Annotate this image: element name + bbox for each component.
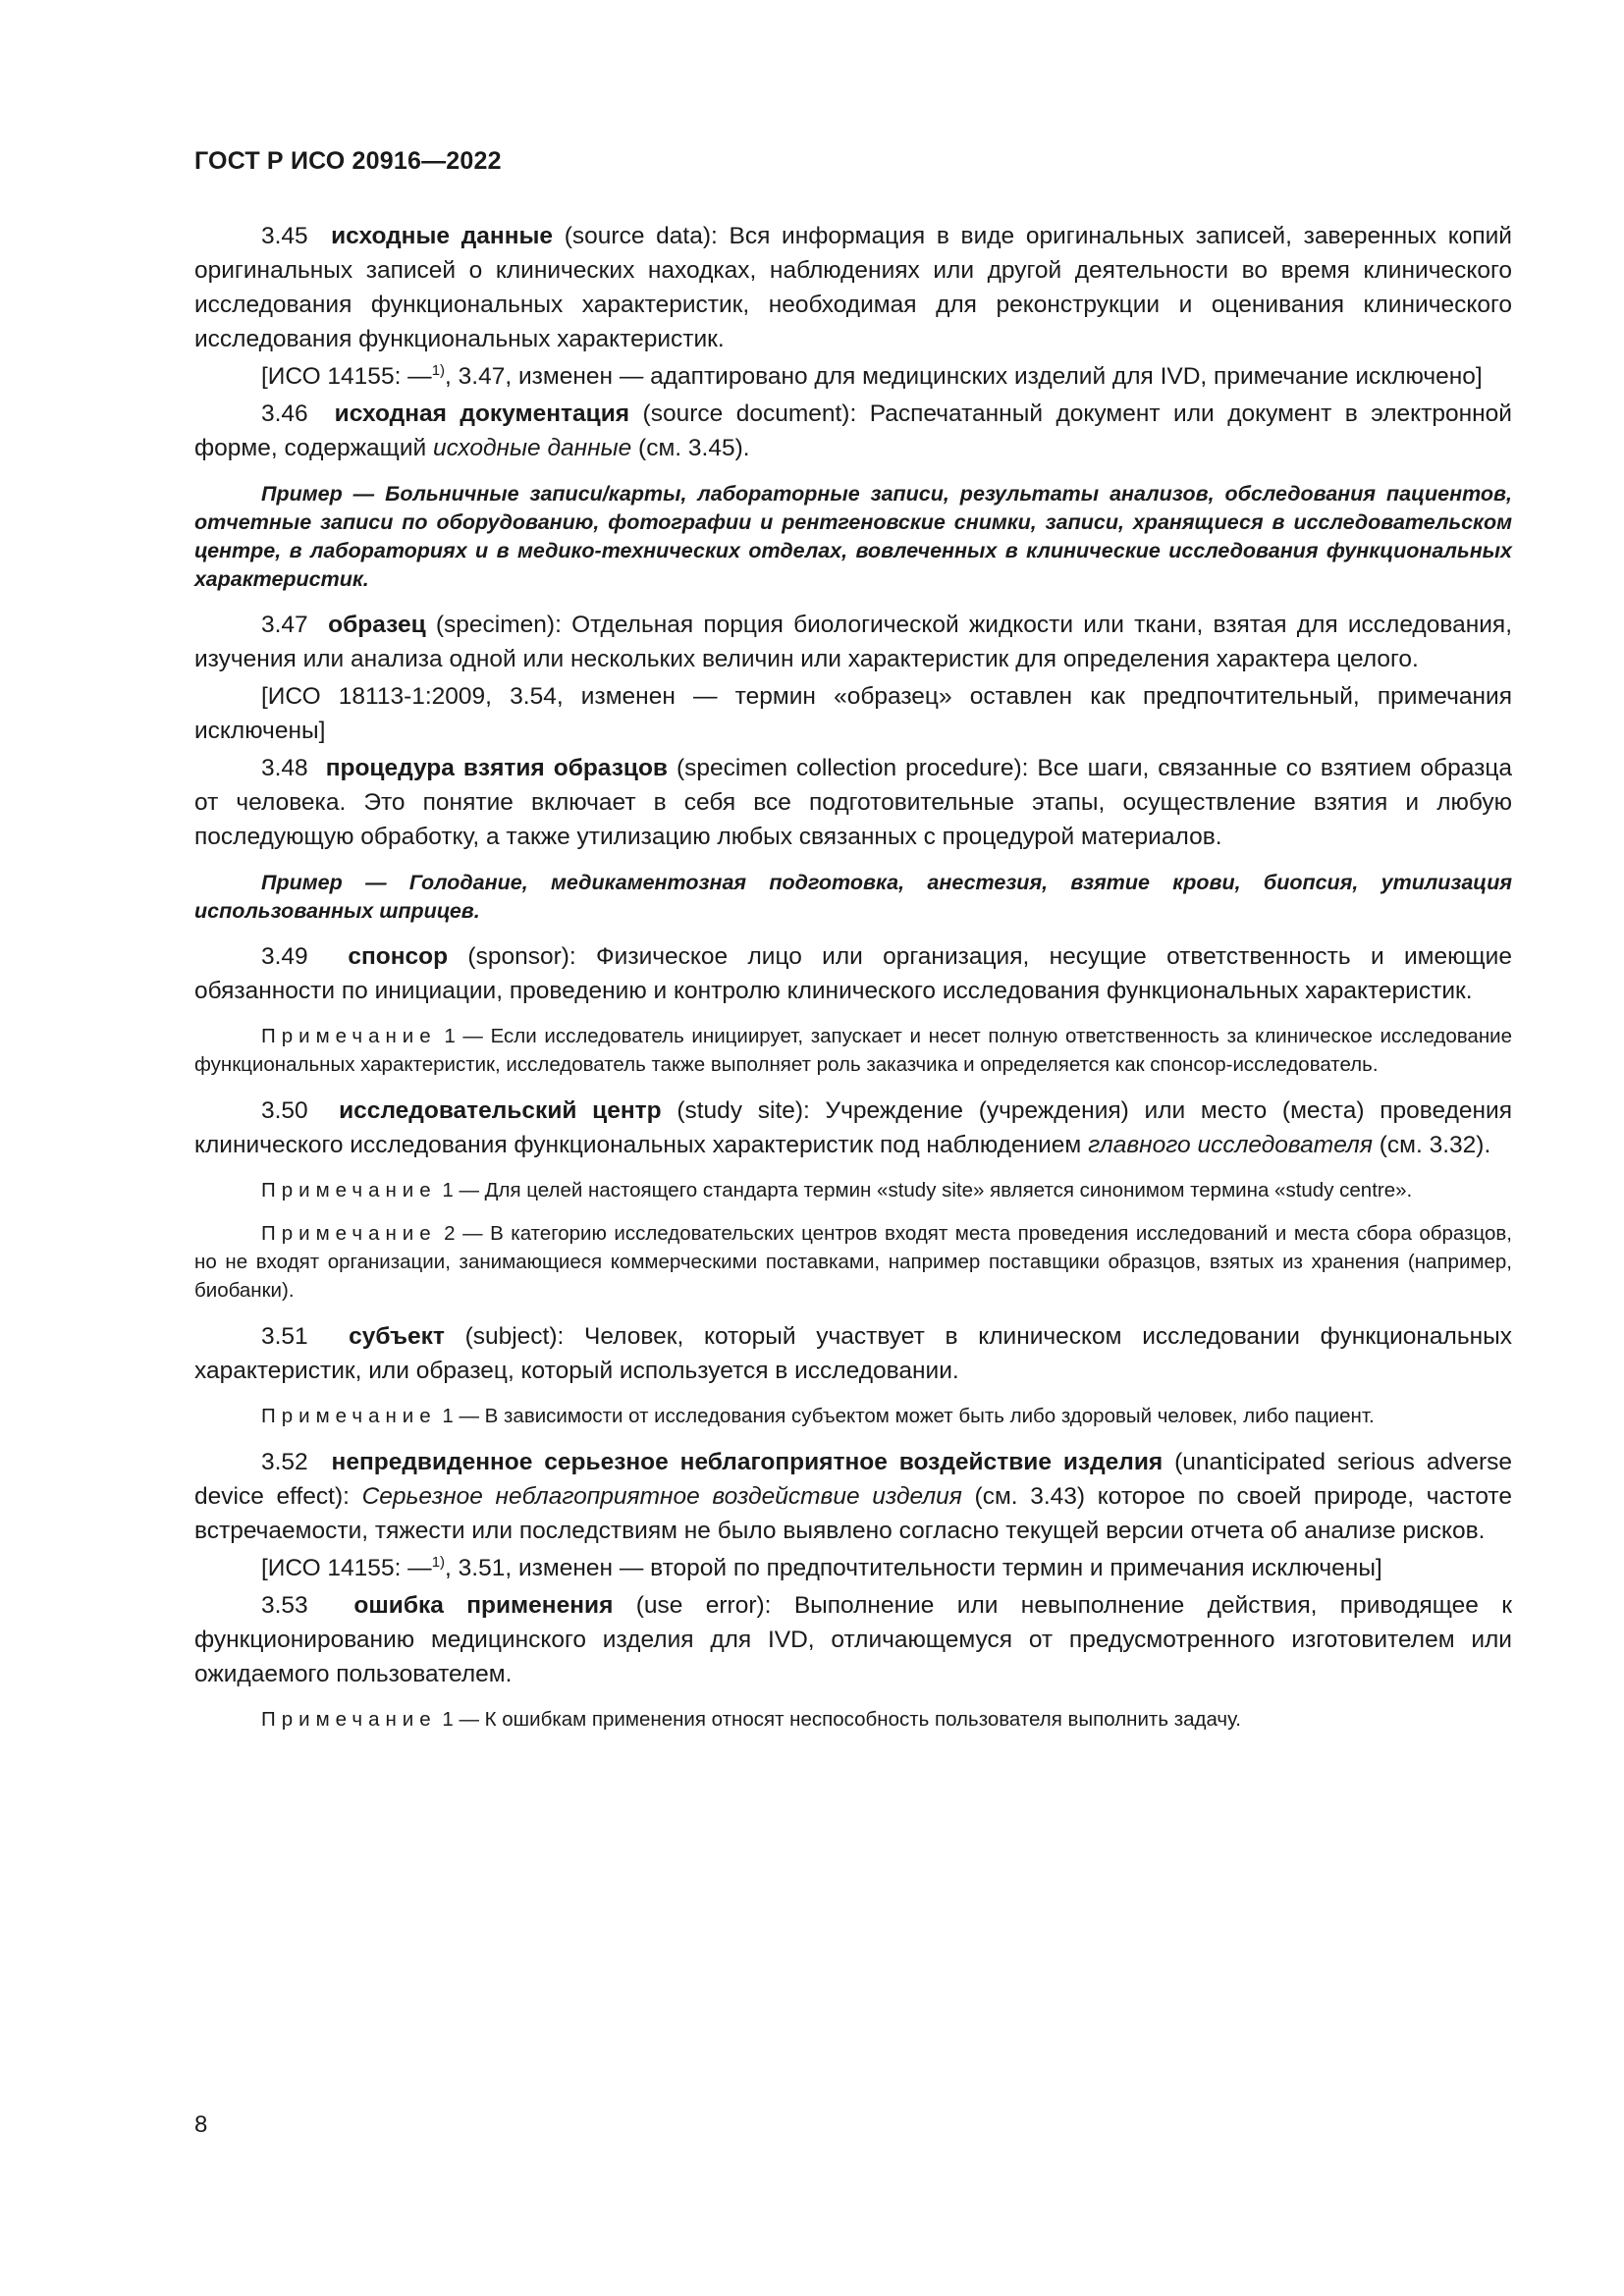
term-label: образец — [328, 612, 426, 638]
definition-text: (source data): Вся информация в виде оригинальных записей, заверенных копий оригинальных записей о клинических находках, наблюдениях или другой деятельности во время клинического исследования функциональных характеристик, необходимая для реконструкции и оценивания клинического исследования функциональных характеристик. — [194, 223, 1512, 352]
term-label: спонсор — [348, 943, 449, 970]
note-block: Примечание 1 — Если исследователь инициирует, запускает и несет полную ответственность за клиническое исследование функциональных характеристик, исследователь также выполняет роль заказчика и определяется как спонсор-исследователь. — [194, 1025, 1512, 1076]
term-label: процедура взятия образцов — [325, 755, 668, 781]
footnote-mark: 1) — [431, 361, 446, 379]
note-label: Примечание — [261, 1708, 437, 1731]
term-label: субъект — [349, 1323, 445, 1350]
term-label: исходная документация — [334, 400, 630, 427]
definition-3-53: 3.53 ошибка применения (use error): Выполнение или невыполнение действия, приводящее к функционированию медицинского изделия для IVD, отличающемуся от предусмотренного изготовителем или ожидаемого пользователем. — [194, 1592, 1512, 1687]
document-header: ГОСТ Р ИСО 20916—2022 — [194, 147, 502, 175]
clause-number: 3.49 — [261, 943, 308, 970]
note-block: Примечание 2 — В категорию исследовательских центров входят места проведения исследований и места сбора образцов, но не входят организации, занимающиеся коммерческими поставками, например поставщики образцов, взятых из хранения (например, биобанки). — [194, 1222, 1512, 1302]
cross-reference-term: Серьезное неблагоприятное воздействие изделия — [361, 1483, 962, 1510]
definition-3-50: 3.50 исследовательский центр (study site): Учреждение (учреждения) или место (места) проведения клинического исследования функциональных характеристик под наблюдением главного исследователя (см. 3.32). — [194, 1097, 1512, 1158]
clause-number: 3.47 — [261, 612, 308, 638]
clause-number: 3.53 — [261, 1592, 308, 1619]
note-block: Примечание 1 — Для целей настоящего стандарта термин «study site» является синонимом термина «study centre». — [261, 1179, 1413, 1201]
source-reference: [ИСО 18113-1:2009, 3.54, изменен — термин «образец» оставлен как предпочтительный, примечания исключены] — [194, 683, 1512, 744]
definition-3-51: 3.51 субъект (subject): Человек, который участвует в клиническом исследовании функциональных характеристик, или образец, который используется в исследовании. — [194, 1323, 1512, 1384]
clause-number: 3.50 — [261, 1097, 308, 1124]
clause-number: 3.45 — [261, 223, 308, 249]
example-block: Пример — Больничные записи/карты, лабораторные записи, результаты анализов, обследования пациентов, отчетные записи по оборудованию, фотографии и рентгеновские снимки, записи, хранящиеся в исследовательском центре, в лабораториях и в медико-технических отделах, вовлеченных в клинические исследования функциональных характеристик. — [194, 482, 1512, 591]
note-block: Примечание 1 — К ошибкам применения относят неспособность пользователя выполнить задачу. — [261, 1708, 1241, 1731]
document-body — [194, 219, 1512, 1748]
definition-3-47: 3.47 образец (specimen): Отдельная порция биологической жидкости или ткани, взятая для исследования, изучения или анализа одной или нескольких величин или характеристик для определения характера целого. — [194, 612, 1512, 672]
definition-3-49: 3.49 спонсор (sponsor): Физическое лицо или организация, несущие ответственность и имеющие обязанности по инициации, проведению и контролю клинического исследования функциональных характеристик. — [194, 943, 1512, 1004]
source-reference: [ИСО 14155: —$^{1)}$, 3.47, изменен — адаптировано для медицинских изделий для IVD, примечание исключено] — [261, 361, 1483, 390]
definition-3-45 — [194, 219, 1512, 356]
clause-number: 3.46 — [261, 400, 308, 427]
cross-reference-term: главного исследователя — [1088, 1132, 1373, 1158]
clause-number: 3.51 — [261, 1323, 308, 1350]
footnote-mark: 1) — [431, 1553, 446, 1571]
source-reference: [ИСО 14155: —$^{1)}$, 3.51, изменен — второй по предпочтительности термин и примечания исключены] — [261, 1553, 1382, 1581]
clause-number: 3.52 — [261, 1449, 308, 1475]
term-label: исходные данные — [331, 223, 554, 249]
note-label: Примечание — [261, 1025, 437, 1047]
example-block: Пример — Голодание, медикаментозная подготовка, анестезия, взятие крови, биопсия, утилизация использованных шприцев. — [194, 871, 1512, 923]
note-label: Примечание — [261, 1222, 437, 1245]
page-number: 8 — [194, 2111, 208, 2138]
term-label: непредвиденное серьезное неблагоприятное воздействие изделия — [331, 1449, 1164, 1475]
definition-3-46: 3.46 исходная документация (source document): Распечатанный документ или документ в электронной форме, содержащий исходные данные (см. 3.45). — [194, 400, 1512, 461]
term-label: ошибка применения — [353, 1592, 614, 1619]
term-label: исследовательский центр — [339, 1097, 662, 1124]
definition-3-52: 3.52 непредвиденное серьезное неблагоприятное воздействие изделия (unanticipated serious adverse device effect): Серьезное неблагоприятное воздействие изделия (см. 3.43) которое по своей природе, частоте встречаемости, тяжести или последствиям не было выявлено согласно текущей версии отчета об анализе рисков. — [194, 1449, 1513, 1544]
definition-3-48: 3.48 процедура взятия образцов (specimen collection procedure): Все шаги, связанные со взятием образца от человека. Это понятие включает в себя все подготовительные этапы, осуществление взятия и любую последующую обработку, а также утилизацию любых связанных с процедурой материалов. — [194, 755, 1512, 850]
cross-reference-term: исходные данные — [433, 435, 632, 461]
note-label: Примечание — [261, 1179, 437, 1201]
note-block: Примечание 1 — В зависимости от исследования субъектом может быть либо здоровый человек, либо пациент. — [261, 1405, 1375, 1427]
clause-number: 3.48 — [261, 755, 308, 781]
note-label: Примечание — [261, 1405, 437, 1427]
